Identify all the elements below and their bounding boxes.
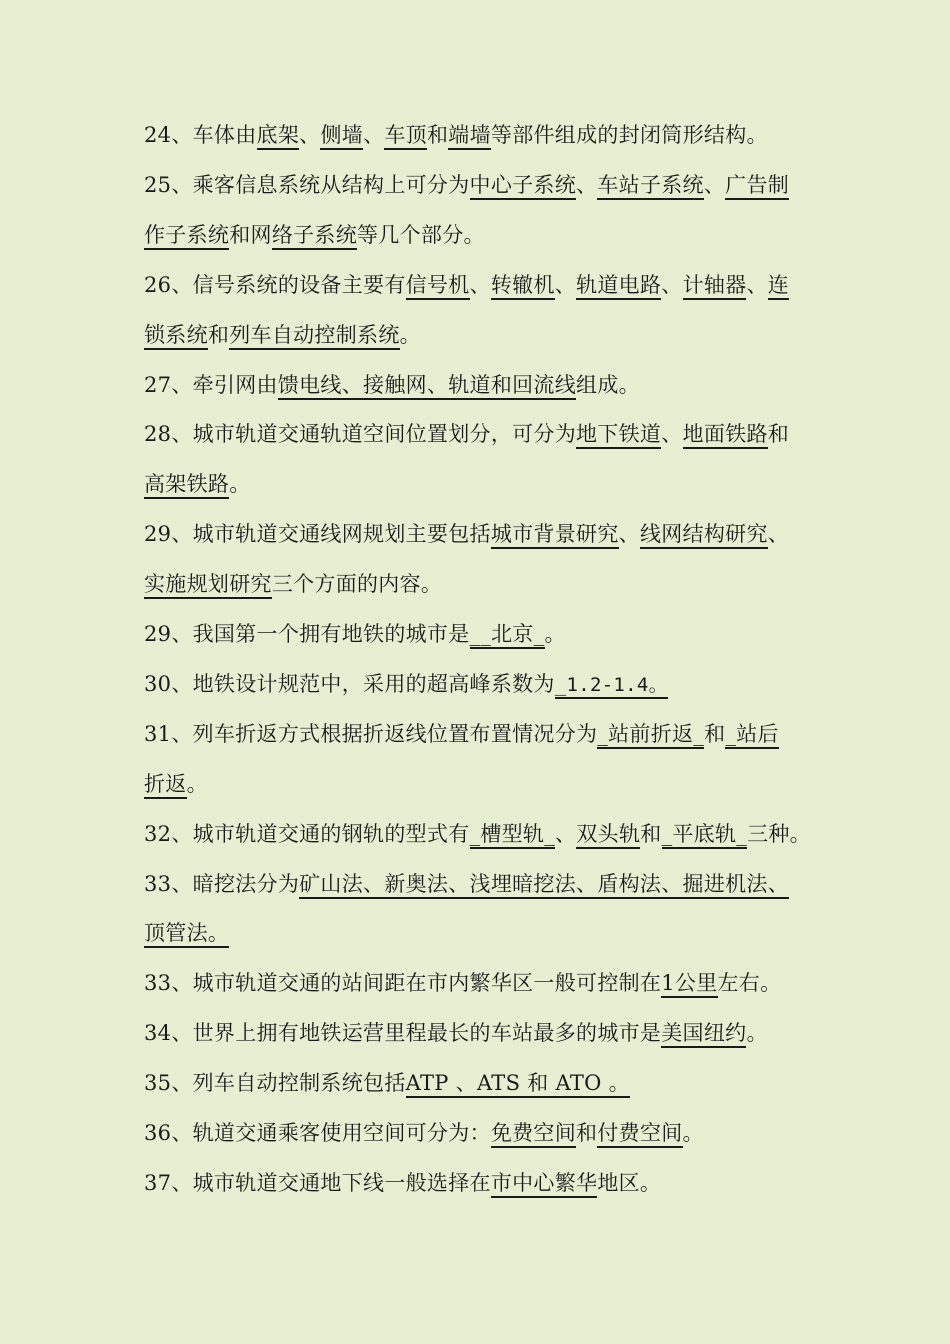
question-text: 、 — [299, 123, 321, 147]
question-text: 、 — [767, 522, 790, 547]
text-line — [144, 210, 812, 260]
question-text: 25、乘客信息系统从结构上可分为 — [144, 172, 470, 197]
question-text: 33、暗挖法分为 — [144, 871, 300, 896]
text-line — [144, 559, 812, 609]
question-text: 、 — [661, 422, 683, 447]
question-text: 27、牵引网由 — [144, 372, 278, 397]
question-text: 。 — [229, 472, 251, 497]
question-text: 。 — [544, 622, 566, 646]
answer-underlined: 矿山法、新奥法、浅埋暗挖法、盾构法、掘进机法、 — [299, 872, 789, 899]
text-line — [144, 958, 812, 1008]
answer-underlined: _1.2-1.4。 — [555, 674, 668, 699]
answer-underlined: 计轴器 — [683, 273, 747, 300]
question-text: 等几个部分。 — [357, 222, 485, 247]
question-text: 、 — [363, 123, 385, 147]
text-line — [144, 1058, 812, 1108]
question-text: 、 — [555, 821, 577, 846]
text-line — [144, 659, 812, 709]
answer-underlined: 市中心繁华 — [491, 1171, 598, 1198]
answer-underlined: 作子系统 — [144, 223, 229, 250]
question-text: 和 — [767, 422, 790, 447]
answer-underlined: __北京_ — [470, 622, 545, 649]
answer-underlined: 线网结构研究 — [640, 522, 768, 549]
question-text: 、 — [576, 172, 598, 197]
question-text: 24、车体由 — [144, 123, 257, 147]
answer-underlined: 车站子系统 — [597, 173, 704, 200]
answer-underlined: _站后 — [725, 722, 778, 749]
question-text: 和 — [640, 821, 662, 846]
question-text: 三种。 — [747, 821, 811, 846]
answer-underlined: 实施规划研究 — [144, 572, 272, 599]
text-line — [144, 908, 812, 958]
question-text: 36、轨道交通乘客使用空间可分为： — [144, 1121, 491, 1145]
answer-underlined: 美国纽约 — [661, 1021, 746, 1048]
question-text: 左右。 — [717, 971, 782, 996]
question-text: 、 — [469, 272, 491, 297]
answer-underlined: 列车自动控制系统 — [229, 323, 399, 350]
question-text: 。 — [186, 771, 208, 796]
text-line — [144, 110, 812, 160]
question-text: 和网 — [229, 222, 272, 247]
question-text: 等部件组成的封闭筒形结构。 — [490, 123, 768, 147]
question-text: 。 — [746, 1021, 768, 1046]
answer-underlined: 信号机 — [406, 273, 470, 300]
text-line — [144, 609, 812, 659]
question-text: 35、列车自动控制系统包括 — [144, 1071, 406, 1096]
text-line — [144, 859, 812, 909]
question-text: 33、城市轨道交通的站间距在市内繁华区一般可控制在 — [144, 971, 662, 996]
text-line — [144, 260, 812, 310]
answer-underlined: 1公里 — [661, 971, 717, 998]
question-text: 、 — [661, 272, 683, 297]
answer-underlined: 免费空间 — [491, 1121, 576, 1148]
answer-underlined: 城市背景研究 — [491, 522, 619, 549]
answer-underlined: 侧墙 — [320, 123, 363, 150]
text-line — [144, 360, 812, 410]
text-line — [144, 1158, 812, 1208]
question-text: 、 — [703, 172, 726, 197]
question-text: 和 — [704, 721, 726, 746]
text-line — [144, 310, 812, 360]
question-text: 34、世界上拥有地铁运营里程最长的车站最多的城市是 — [144, 1021, 662, 1046]
text-line — [144, 459, 812, 509]
answer-underlined: 付费空间 — [597, 1121, 682, 1148]
answer-underlined: 顶管法。 — [144, 921, 229, 948]
answer-underlined: 折返 — [144, 772, 187, 799]
text-line — [144, 1008, 812, 1058]
question-text: 、 — [746, 272, 768, 297]
question-text: 29、我国第一个拥有地铁的城市是 — [144, 622, 470, 646]
question-text: 26、信号系统的设备主要有 — [144, 272, 406, 297]
question-text: 组成。 — [576, 372, 640, 397]
question-text: 31、列车折返方式根据折返线位置布置情况分为 — [144, 721, 598, 746]
question-text: 29、城市轨道交通线网规划主要包括 — [144, 522, 491, 547]
question-text: 三个方面的内容。 — [271, 572, 443, 597]
question-text: 和 — [576, 1121, 598, 1145]
answer-underlined: 地下铁道 — [576, 422, 661, 449]
answer-underlined: _站前折返_ — [597, 722, 704, 749]
question-text: 、 — [618, 522, 640, 547]
answer-underlined: 络子系统 — [272, 223, 357, 250]
answer-underlined: 馈电线、接触网、轨道和回流线 — [278, 373, 576, 400]
text-line — [144, 1108, 812, 1158]
question-text: 。 — [682, 1121, 704, 1145]
answer-underlined: 双头轨 — [576, 822, 640, 849]
answer-underlined: 端墙 — [448, 123, 491, 150]
text-line — [144, 809, 812, 859]
answer-underlined: 广告制 — [725, 173, 789, 200]
answer-underlined: _槽型轨_ — [470, 822, 556, 849]
answer-underlined: 车顶 — [384, 123, 427, 150]
answer-underlined: 锁系统 — [144, 323, 208, 350]
answer-underlined: 轨道电路 — [576, 273, 661, 300]
answer-underlined: 高架铁路 — [144, 472, 229, 499]
question-text: 37、城市轨道交通地下线一般选择在 — [144, 1170, 491, 1195]
answer-underlined: 转辙机 — [491, 273, 555, 300]
answer-underlined: ATP 、ATS 和 ATO 。 — [406, 1071, 630, 1098]
text-line — [144, 409, 812, 459]
text-line — [144, 160, 812, 210]
question-text: 和 — [207, 322, 230, 347]
question-text: 、 — [554, 272, 577, 297]
question-text: 和 — [426, 123, 449, 147]
question-text: 地区。 — [597, 1170, 662, 1195]
question-text: 30、地铁设计规范中，采用的超高峰系数为 — [144, 671, 555, 696]
text-line — [144, 759, 812, 809]
text-line — [144, 709, 812, 759]
text-line — [144, 509, 812, 559]
answer-underlined: 地面铁路 — [683, 422, 768, 449]
answer-underlined: _平底轨_ — [662, 822, 748, 849]
answer-underlined: 连 — [768, 273, 789, 300]
answer-underlined: 底架 — [257, 123, 300, 150]
answer-underlined: 中心子系统 — [470, 173, 577, 200]
question-text: 32、城市轨道交通的钢轨的型式有 — [144, 821, 470, 846]
question-text: 28、城市轨道交通轨道空间位置划分，可分为 — [144, 422, 577, 447]
question-text: 。 — [399, 322, 421, 347]
